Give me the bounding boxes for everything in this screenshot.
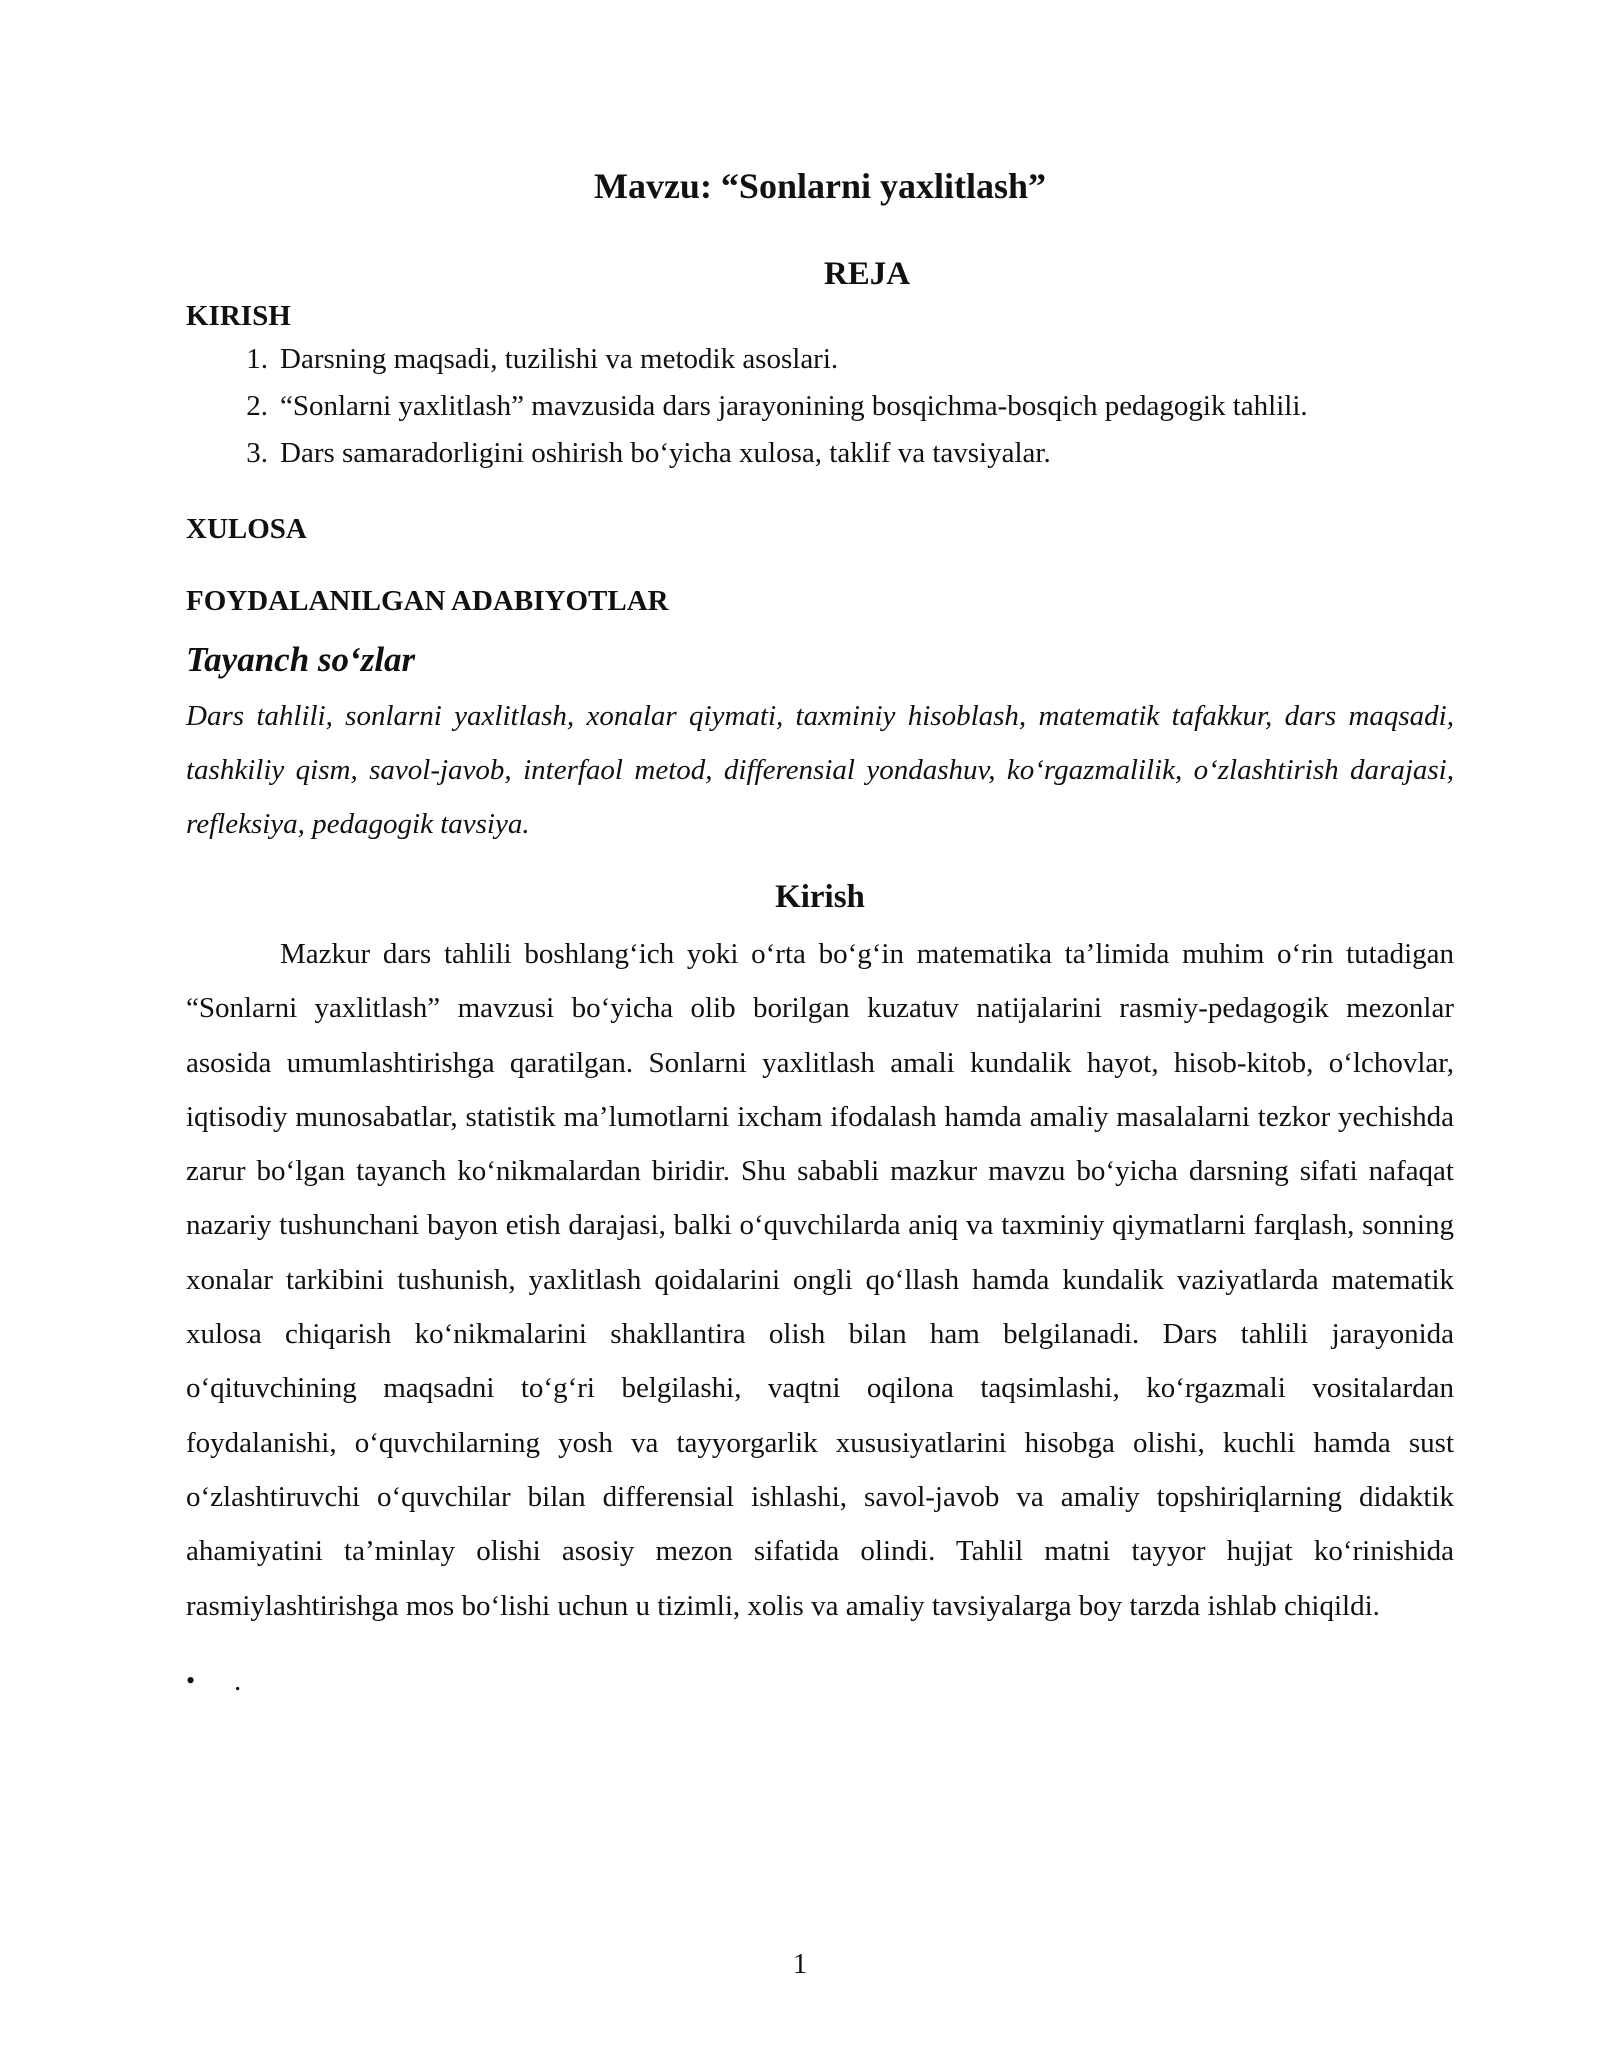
plan-item-number: 3. bbox=[246, 437, 268, 469]
references-heading: FOYDALANILGAN ADABIYOTLAR bbox=[186, 585, 669, 617]
kirish-paragraph: Mazkur dars tahlili boshlang‘ich yoki o‘rta bo‘g‘in matematika ta’limida muhim o‘rin tutadigan “Sonlarni yaxlitlash” mavzusi bo‘yicha olib borilgan kuzatuv natijalarini rasmiy-pedagogik mezonlar asosida umumlashtirishga qaratilgan. Sonlarni yaxlitlash amali kundalik hayot, hisob-kitob, o‘lchovlar, iqtisodiy munosabatlar, statistik ma’lumotlarni ixcham ifodalash hamda amaliy masalalarni tezkor yechishda zarur bo‘lgan tayanch ko‘nikmalardan biridir. Shu sababli mazkur mavzu bo‘yicha darsning sifati nafaqat nazariy tushunchani bayon etish darajasi, balki o‘quvchilarda aniq va taxminiy qiymatlarni farqlash, sonning xonalar tarkibini tushunish, yaxlitlash qoidalarini ongli qo‘llash hamda kundalik vaziyatlarda matematik xulosa chiqarish ko‘nikmalarini shakllantira olish bilan ham belgilanadi. Dars tahlili jarayonida o‘qituvchining maqsadni to‘g‘ri belgilashi, vaqtni oqilona taqsimlashi, ko‘rgazmali vositalardan foydalanishi, o‘quvchilarning yosh va tayyorgarlik xususiyatlarini hisobga olishi, kuchli hamda sust o‘zlashtiruvchi o‘quvchilar bilan differensial ishlashi, savol-javob va amaliy topshiriqlarning didaktik ahamiyatini ta’minlay olishi asosiy mezon sifatida olindi. Tahlil matni tayyor hujjat ko‘rinishida rasmiylashtirishga mos bo‘lishi uchun u tizimli, xolis va amaliy tavsiyalarga boy tarzda ishlab chiqildi. bbox=[186, 938, 1454, 1622]
plan-item-text: Darsning maqsadi, tuzilishi va metodik asoslari. bbox=[280, 343, 839, 375]
bullet-item bbox=[186, 1661, 1454, 1701]
plan-item bbox=[186, 430, 1454, 477]
bullet-text: . bbox=[234, 1664, 242, 1697]
page-content bbox=[186, 160, 1454, 1701]
conclusion-heading: XULOSA bbox=[186, 513, 307, 545]
bullet-icon: • bbox=[186, 1665, 196, 1695]
keywords-text: Dars tahlili, sonlarni yaxlitlash, xonalar qiymati, taxminiy hisoblash, matematik tafakkur, dars maqsadi, tashkiliy qism, savol-javob, interfaol metod, differensial yondashuv, ko‘rgazmalilik, o‘zlashtirish darajasi, refleksiya, pedagogik tavsiya. bbox=[186, 700, 1454, 840]
document-title: Mavzu: “Sonlarni yaxlitlash” bbox=[593, 166, 1047, 206]
keywords-heading: Tayanch so‘zlar bbox=[186, 640, 416, 679]
plan-item-number: 1. bbox=[246, 343, 268, 375]
plan-item-text: “Sonlarni yaxlitlash” mavzusida dars jarayonining bosqichma-bosqich pedagogik tahlili. bbox=[280, 390, 1308, 422]
plan-item-text: Dars samaradorligini oshirish bo‘yicha xulosa, taklif va tavsiyalar. bbox=[280, 437, 1051, 469]
page-number: 1 bbox=[792, 1948, 808, 1980]
kirish-heading: Kirish bbox=[775, 879, 865, 915]
plan-heading: REJA bbox=[823, 256, 911, 292]
plan-item bbox=[186, 383, 1454, 430]
plan-item bbox=[186, 336, 1454, 383]
intro-heading: KIRISH bbox=[186, 300, 291, 332]
plan-list bbox=[186, 336, 1454, 477]
plan-item-number: 2. bbox=[246, 390, 268, 422]
